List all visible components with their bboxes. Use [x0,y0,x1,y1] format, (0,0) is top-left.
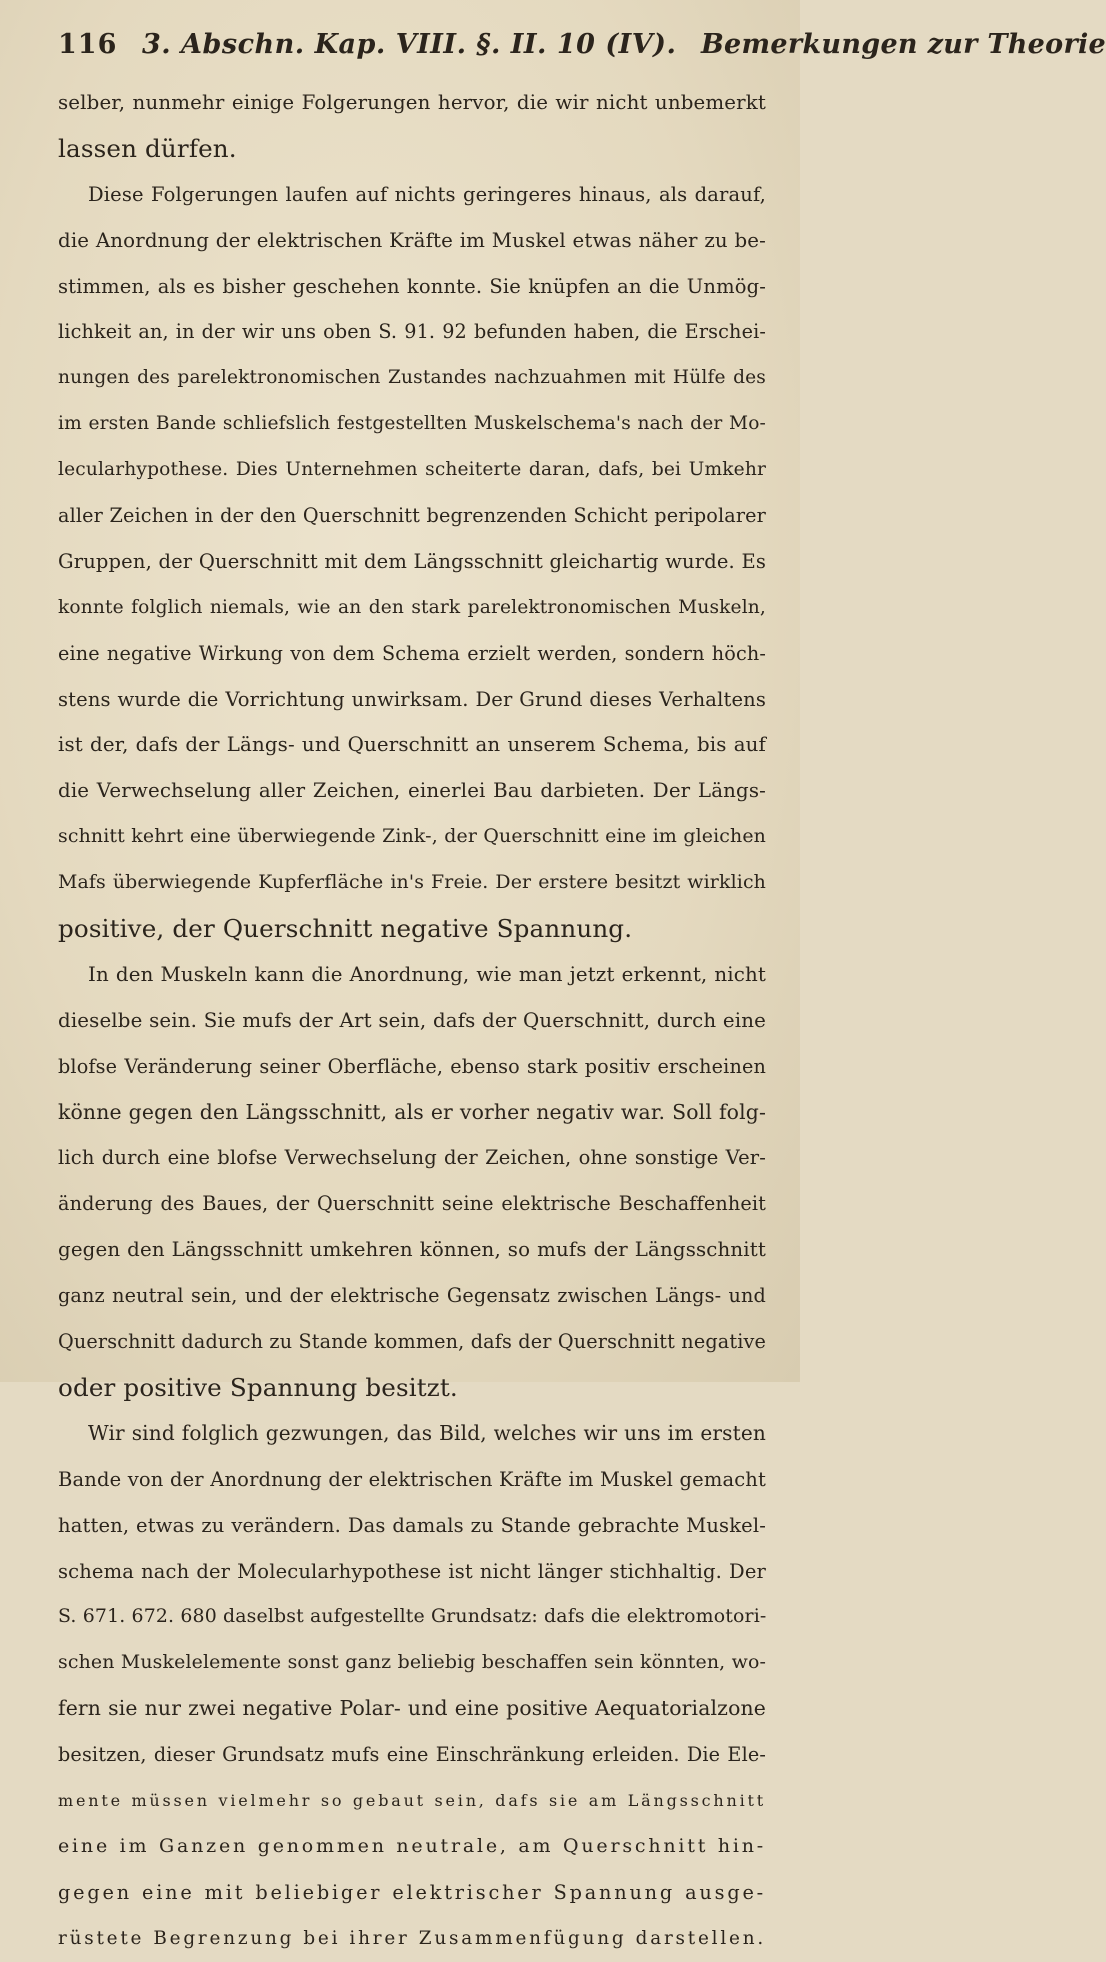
body-text [58,80,766,1962]
text-line: In den Muskeln kann die Anordnung, wie man jetzt erkennt, nicht [88,962,766,986]
text-line: änderung des Baues, der Querschnitt seine elektrische Beschaffenheit [58,1192,766,1216]
text-line: schen Muskelelemente sonst ganz beliebig beschaffen sein könnten, wo- [58,1651,766,1674]
text-line: oder positive Spannung besitzt. [58,1372,458,1402]
text-line: blofse Veränderung seiner Oberfläche, ebenso stark positiv erscheinen [58,1054,766,1078]
text-line: selber, nunmehr einige Folgerungen hervor, die wir nicht unbemerkt [58,91,766,114]
text-line: S. 671. 672. 680 daselbst aufgestellte Grundsatz: dafs die elektromotori- [58,1605,767,1628]
text-line: eine im Ganzen genommen neutrale, am Querschnitt hin- [58,1834,766,1857]
text-line: besitzen, dieser Grundsatz mufs eine Einschränkung erleiden. Die Ele- [58,1743,766,1767]
section-reference: 3. Abschn. Kap. VIII. §. II. 10 (IV). [141,29,677,60]
text-line: schnitt kehrt eine überwiegende Zink-, der Querschnitt eine im gleichen [58,825,766,848]
text-line: ist der, dafs der Längs- und Querschnitt an unserem Schema, bis auf [58,733,766,757]
text-line: Diese Folgerungen laufen auf nichts geringeres hinaus, als darauf, [88,182,766,206]
text-line: gegen den Längsschnitt umkehren können, so mufs der Längsschnitt [58,1238,766,1262]
paragraph [58,172,766,952]
text-line: lassen dürfen. [58,133,237,163]
text-line: dieselbe sein. Sie mufs der Art sein, dafs der Querschnitt, durch eine [58,1008,766,1032]
text-line: hatten, etwas zu verändern. Das damals zu Stande gebrachte Muskel- [58,1513,766,1537]
paragraph [58,1411,766,1962]
text-line: stens wurde die Vorrichtung unwirksam. Der Grund dieses Verhaltens [58,687,766,711]
text-line: stimmen, als es bisher geschehen konnte. Sie knüpfen an die Unmög- [58,274,766,298]
text-line: Bande von der Anordnung der elektrischen Kräfte im Muskel gemacht [58,1467,766,1491]
text-line: gegen eine mit beliebiger elektrischer Spannung ausge- [58,1880,766,1904]
text-line: lich durch eine blofse Verwechselung der Zeichen, ohne sonstige Ver- [58,1146,766,1170]
text-line: lichkeit an, in der wir uns oben S. 91. 92 befunden haben, die Erschei- [58,320,766,344]
text-line: eine negative Wirkung von dem Schema erzielt werden, sondern höch- [58,641,766,665]
text-line: könne gegen den Längsschnitt, als er vorher negativ war. Soll folg- [58,1099,766,1124]
text-line: lecularhypothese. Dies Unternehmen scheiterte daran, dafs, bei Umkehr [58,459,766,481]
running-title: Bemerkungen zur Theorie [700,29,1106,60]
text-line: nungen des parelektronomischen Zustandes nachzuahmen mit Hülfe des [58,367,766,389]
text-line: im ersten Bande schliefslich festgestellten Muskelschema's nach der Mo- [58,413,766,435]
text-line: ganz neutral sein, und der elektrische Gegensatz zwischen Längs- und [58,1284,766,1308]
page-number: 116 [58,29,118,60]
text-line: die Verwechselung aller Zeichen, einerlei Bau darbieten. Der Längs- [58,779,766,803]
text-line: konnte folglich niemals, wie an den stark parelektronomischen Muskeln, [58,596,766,618]
paragraph [58,80,766,172]
text-line: aller Zeichen in der den Querschnitt begrenzenden Schicht peripolarer [58,504,766,528]
text-line: Mafs überwiegende Kupferfläche in's Freie. Der erstere besitzt wirklich [58,871,766,894]
text-line: mente müssen vielmehr so gebaut sein, dafs sie am Längsschnitt [58,1790,766,1810]
text-line: fern sie nur zwei negative Polar- und eine positive Aequatorialzone [58,1696,766,1721]
text-line: die Anordnung der elektrischen Kräfte im Muskel etwas näher zu be- [58,228,766,252]
text-line: Querschnitt dadurch zu Stande kommen, dafs der Querschnitt negative [58,1330,766,1354]
text-line: schema nach der Molecularhypothese ist nicht länger stichhaltig. Der [58,1559,766,1583]
text-line: Gruppen, der Querschnitt mit dem Längsschnitt gleichartig wurde. Es [58,549,766,573]
text-line: rüstete Begrenzung bei ihrer Zusammenfügung darstellen. [58,1927,766,1949]
text-line: positive, der Querschnitt negative Spannung. [58,914,633,944]
paragraph [58,952,766,1411]
running-header [58,24,1106,66]
text-line: Wir sind folglich gezwungen, das Bild, welches wir uns im ersten [88,1420,766,1445]
